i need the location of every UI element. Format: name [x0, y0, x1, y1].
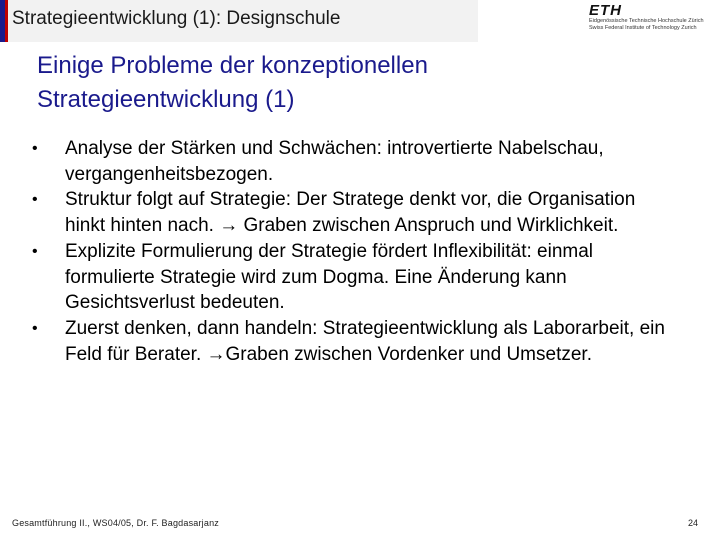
bullet-dot-icon: • [32, 319, 38, 337]
page-number: 24 [688, 518, 699, 528]
header-accent-bar-red [5, 0, 8, 42]
bullet-dot-icon: • [32, 242, 38, 260]
bullet-item [28, 136, 678, 187]
bullet-item [28, 187, 678, 238]
header-title: Strategieentwicklung (1): Designschule [12, 8, 341, 29]
bullet-dot-icon: • [32, 140, 38, 157]
bullet-dot-icon: • [32, 191, 38, 209]
bullet-text: Zuerst denken, dann handeln: Strategieentwicklung als Laborarbeit, ein Feld für Berater. →Graben zwischen Vordenker und Umsetzer. [65, 317, 665, 365]
bullet-text: Struktur folgt auf Strategie: Der Stratege denkt vor, die Organisation hinkt hinten nach. → Graben zwischen Anspruch und Wirklichkeit. [65, 189, 636, 237]
bullet-item [28, 316, 678, 367]
bullet-text: Explizite Formulierung der Strategie fördert Inflexibilität: einmal formulierte Strategie wird zum Dogma. Eine Änderung kann Gesichtsverlust bedeuten. [65, 240, 594, 314]
eth-logo-mark: ETH [589, 2, 622, 19]
bullet-text: Analyse der Stärken und Schwächen: introvertierte Nabelschau, vergangenheitsbezogen. [65, 138, 604, 185]
slide-title [37, 49, 697, 117]
slide-title-line-1: Einige Probleme der konzeptionellen [37, 52, 428, 79]
bullet-item [28, 239, 678, 316]
eth-logo [589, 4, 713, 36]
bullet-list [28, 136, 678, 367]
footer-credit: Gesamtführung II., WS04/05, Dr. F. Bagdasarjanz [12, 518, 219, 528]
eth-logo-line-1: Eidgenössische Technische Hochschule Zürich [589, 18, 704, 24]
slide-title-line-2: Strategieentwicklung (1) [37, 86, 295, 113]
eth-logo-line-2: Swiss Federal Institute of Technology Zurich [589, 25, 697, 31]
